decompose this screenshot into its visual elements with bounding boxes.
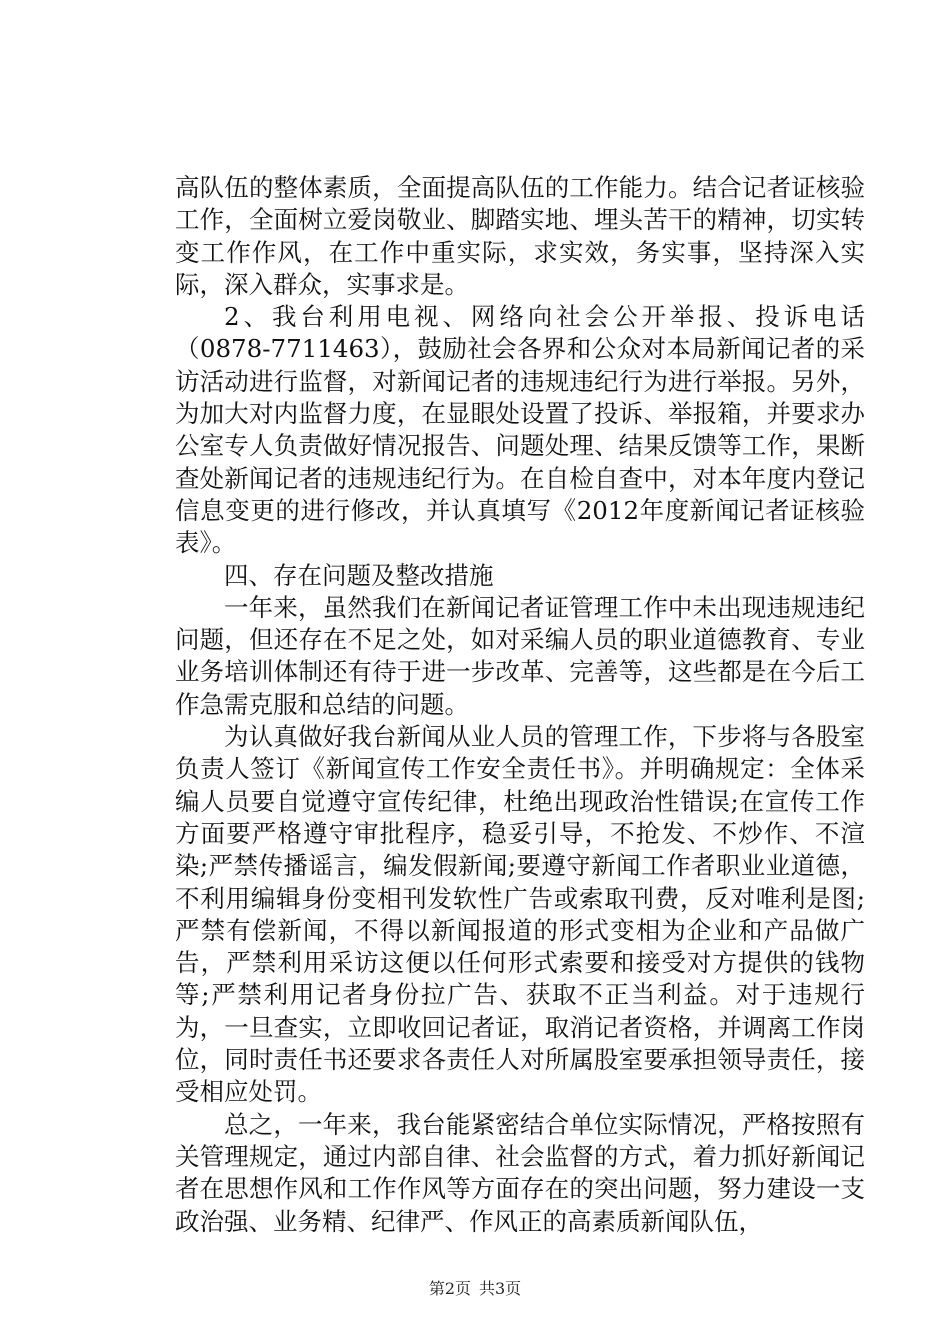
page-number: 第2页 — [428, 1279, 471, 1298]
document-body — [175, 172, 865, 1238]
paragraph-report-hotline: 2、我台利用电视、网络向社会公开举报、投诉电话（0878-7711463），鼓励社会各界和公众对本局新闻记者的采访活动进行监督，对新闻记者的违规违纪行为进行举报。另外，为加大对内监督力度，在显眼处设置了投诉、举报箱，并要求办公室专人负责做好情况报告、问题处理、结果反馈等工作，果断查处新闻记者的违规违纪行为。在自检自查中，对本年度内登记信息变更的进行修改，并认真填写《2012年度新闻记者证核验表》。 — [175, 302, 865, 558]
page-footer — [0, 1276, 950, 1299]
paragraph-continuation: 高队伍的整体素质，全面提高队伍的工作能力。结合记者证核验工作，全面树立爱岗敬业、脚踏实地、埋头苦干的精神，切实转变工作作风，在工作中重实际，求实效，务实事，坚持深入实际，深入群众，实事求是。 — [175, 173, 865, 299]
paragraph-problems: 一年来，虽然我们在新闻记者证管理工作中未出现违规违纪问题，但还存在不足之处，如对采编人员的职业道德教育、专业业务培训体制还有待于进一步改革、完善等，这些都是在今后工作急需克服和总结的问题。 — [175, 592, 865, 719]
page-total: 共3页 — [479, 1279, 522, 1298]
section-heading: 四、存在问题及整改措施 — [224, 560, 494, 590]
paragraph-summary: 总之，一年来，我台能紧密结合单位实际情况，严格按照有关管理规定，通过内部自律、社会监督的方式，着力抓好新闻记者在思想作风和工作作风等方面存在的突出问题，努力建设一支政治强、业务精、纪律严、作风正的高素质新闻队伍， — [175, 1109, 865, 1236]
paragraph-measures: 为认真做好我台新闻从业人员的管理工作，下步将与各股室负责人签订《新闻宣传工作安全责任书》。并明确规定：全体采编人员要自觉遵守宣传纪律，杜绝出现政治性错误;在宣传工作方面要严格遵守审批程序，稳妥引导，不抢发、不炒作、不渲染;严禁传播谣言，编发假新闻;要遵守新闻工作者职业业道德，不利用编辑身份变相刊发软性广告或索取刊费，反对唯利是图;严禁有偿新闻，不得以新闻报道的形式变相为企业和产品做广告，严禁利用采访这便以任何形式索要和接受对方提供的钱物等;严禁利用记者身份拉广告、获取不正当利益。对于违规行为，一旦查实，立即收回记者证，取消记者资格，并调离工作岗位，同时责任书还要求各责任人对所属股室要承担领导责任，接受相应处罚。 — [175, 722, 865, 1107]
